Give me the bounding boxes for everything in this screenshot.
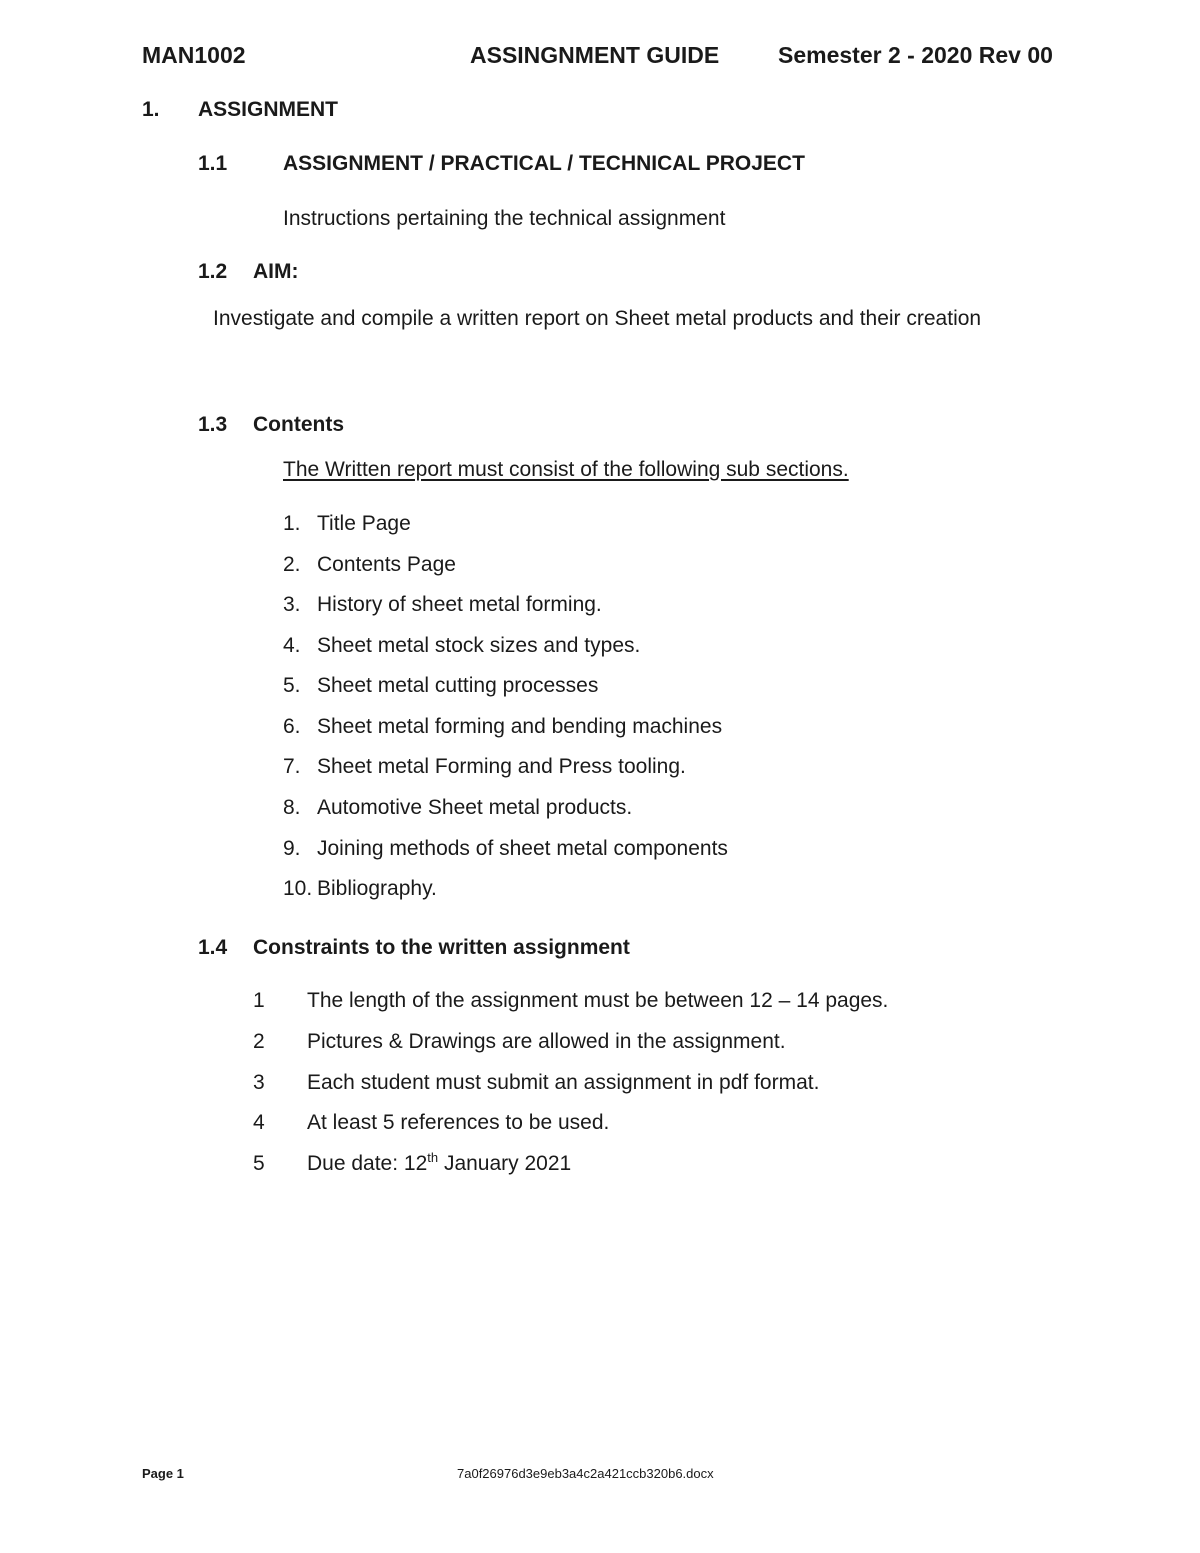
section-1-1-title: ASSIGNMENT / PRACTICAL / TECHNICAL PROJECT — [283, 152, 805, 175]
list-item: Title Page — [317, 512, 411, 535]
footer-file-name: 7a0f26976d3e9eb3a4c2a421ccb320b6.docx — [457, 1466, 714, 1481]
list-item-number: 3. — [283, 593, 301, 616]
list-item-number: 1 — [253, 989, 265, 1012]
section-1-2-number: 1.2 — [198, 260, 228, 283]
list-item: Contents Page — [317, 553, 456, 576]
list-item: Each student must submit an assignment in pdf format. — [307, 1071, 820, 1094]
section-1-3-number: 1.3 — [198, 413, 228, 436]
list-item-number: 1. — [283, 512, 301, 535]
list-item: Joining methods of sheet metal components — [317, 837, 728, 860]
section-1-3-title: Contents — [253, 413, 344, 436]
list-item: Automotive Sheet metal products. — [317, 796, 633, 819]
contents-intro: The Written report must consist of the following sub sections. — [283, 458, 849, 481]
list-item-number: 2 — [253, 1030, 265, 1053]
list-item-number: 6. — [283, 715, 301, 738]
list-item: Sheet metal stock sizes and types. — [317, 634, 641, 657]
list-item-number: 3 — [253, 1071, 265, 1094]
section-1-1-text: Instructions pertaining the technical assignment — [283, 207, 726, 230]
due-date-suffix-ordinal: th — [427, 1150, 439, 1165]
header-title: ASSINGNMENT GUIDE — [470, 42, 720, 68]
list-item-number: 10. — [283, 877, 313, 900]
list-item-number: 8. — [283, 796, 301, 819]
aim-paragraph: Investigate and compile a written report on Sheet metal products and their creation — [213, 307, 982, 330]
list-item: Pictures & Drawings are allowed in the assignment. — [307, 1030, 786, 1053]
list-item-number: 4 — [253, 1111, 265, 1134]
due-date-month-year: January 2021 — [438, 1152, 572, 1175]
section-1-4-title: Constraints to the written assignment — [253, 936, 630, 959]
list-item-number: 9. — [283, 837, 301, 860]
footer-page-number: Page 1 — [142, 1466, 184, 1481]
list-item: At least 5 references to be used. — [307, 1111, 610, 1134]
section-1-2-title: AIM: — [253, 260, 299, 283]
list-item: Sheet metal cutting processes — [317, 674, 599, 697]
list-item-number: 4. — [283, 634, 301, 657]
header-semester: Semester 2 - 2020 Rev 00 — [778, 42, 1053, 68]
section-1-4-number: 1.4 — [198, 936, 228, 959]
list-item: History of sheet metal forming. — [317, 593, 602, 616]
list-item: The length of the assignment must be between 12 – 14 pages. — [307, 989, 889, 1012]
due-date — [307, 1152, 571, 1176]
list-item-number: 7. — [283, 755, 301, 778]
list-item-number: 5. — [283, 674, 301, 697]
section-1-title: ASSIGNMENT — [198, 98, 339, 121]
section-1-number: 1. — [142, 98, 160, 121]
list-item-number: 2. — [283, 553, 301, 576]
due-date-prefix: Due date: 12 — [307, 1152, 428, 1175]
section-1-1-number: 1.1 — [198, 152, 228, 175]
list-item: Bibliography. — [317, 877, 437, 900]
list-item: Sheet metal Forming and Press tooling. — [317, 755, 686, 778]
list-item-number: 5 — [253, 1152, 265, 1175]
list-item: Sheet metal forming and bending machines — [317, 715, 723, 738]
header-course-code: MAN1002 — [142, 42, 246, 68]
